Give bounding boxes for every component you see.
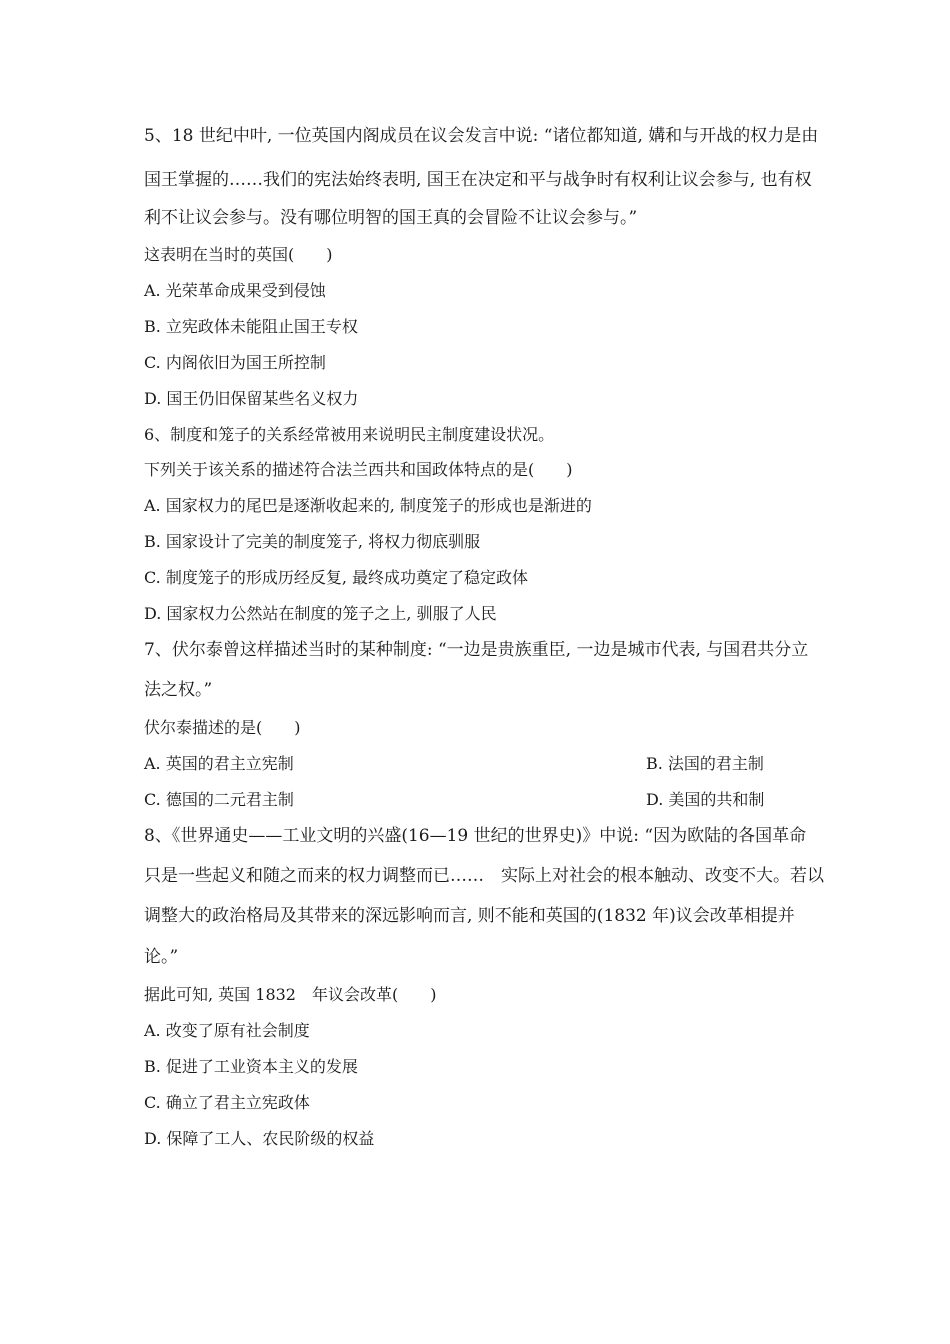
q7-option-b: B. 法国的君主制: [646, 754, 764, 773]
q8-stem-line-2: 只是一些起义和随之而来的权力调整而已…… 实际上对社会的根本触动、改变不大。若以: [144, 866, 824, 886]
q8-stem-line-4: 论。”: [144, 947, 179, 967]
q6-question: 下列关于该关系的描述符合法兰西共和国政体特点的是( ): [144, 460, 573, 479]
q8-option-b: B. 促进了工业资本主义的发展: [144, 1057, 358, 1076]
q6-option-a: A. 国家权力的尾巴是逐渐收起来的, 制度笼子的形成也是渐进的: [144, 496, 592, 515]
q5-option-a: A. 光荣革命成果受到侵蚀: [144, 281, 326, 300]
q6-option-c: C. 制度笼子的形成历经反复, 最终成功奠定了稳定政体: [144, 568, 529, 587]
q8-question: 据此可知, 英国 1832 年议会改革( ): [144, 985, 437, 1004]
q7-stem-line-1: 7、伏尔泰曾这样描述当时的某种制度: “一边是贵族重臣, 一边是城市代表, 与国君共分立: [144, 640, 809, 660]
q8-option-a: A. 改变了原有社会制度: [144, 1021, 310, 1040]
q7-option-c: C. 德国的二元君主制: [144, 790, 294, 809]
q8-stem-line-1: 8、《世界通史——工业文明的兴盛(16—19 世纪的世界史)》中说: “因为欧陆的各国革命: [144, 826, 807, 846]
q5-stem-line-2: 国王掌握的……我们的宪法始终表明, 国王在决定和平与战争时有权利让议会参与, 也有权: [144, 170, 812, 190]
q6-stem: 6、制度和笼子的关系经常被用来说明民主制度建设状况。: [144, 425, 555, 444]
q7-stem-line-2: 法之权。”: [144, 680, 213, 700]
q7-question: 伏尔泰描述的是( ): [144, 718, 301, 737]
q8-option-c: C. 确立了君主立宪政体: [144, 1093, 310, 1112]
q5-question: 这表明在当时的英国( ): [144, 245, 333, 264]
q5-stem-line-1: 5、18 世纪中叶, 一位英国内阁成员在议会发言中说: “诸位都知道, 媾和与开战的权力是由: [144, 126, 819, 146]
q5-option-d: D. 国王仍旧保留某些名义权力: [144, 389, 359, 408]
q6-option-b: B. 国家设计了完美的制度笼子, 将权力彻底驯服: [144, 532, 481, 551]
q8-stem-line-3: 调整大的政治格局及其带来的深远影响而言, 则不能和英国的(1832 年)议会改革相提并: [144, 906, 795, 926]
q5-option-c: C. 内阁依旧为国王所控制: [144, 353, 326, 372]
q7-option-a: A. 英国的君主立宪制: [144, 754, 294, 773]
q5-stem-line-3: 利不让议会参与。没有哪位明智的国王真的会冒险不让议会参与。”: [144, 208, 638, 228]
q8-option-d: D. 保障了工人、农民阶级的权益: [144, 1129, 375, 1148]
q6-option-d: D. 国家权力公然站在制度的笼子之上, 驯服了人民: [144, 604, 497, 623]
q7-option-d: D. 美国的共和制: [646, 790, 765, 809]
q5-option-b: B. 立宪政体未能阻止国王专权: [144, 317, 358, 336]
